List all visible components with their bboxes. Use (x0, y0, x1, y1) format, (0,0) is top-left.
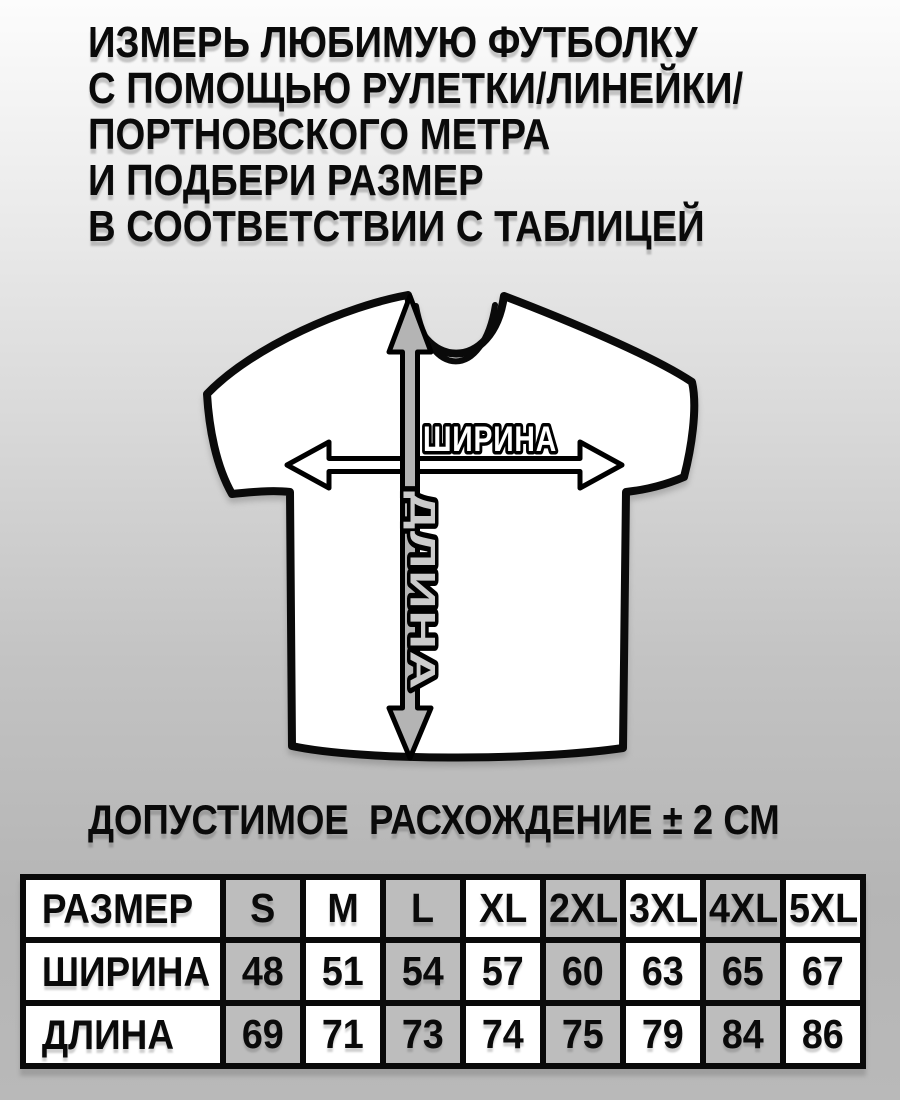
header-line: ИЗМЕРЬ ЛЮБИМУЮ ФУТБОЛКУ (88, 18, 698, 67)
size-value-cell: 73 (383, 1003, 463, 1066)
row-label: ДЛИНА (23, 1003, 223, 1066)
size-column-header: 5XL (783, 877, 863, 940)
size-column-header: 2XL (543, 877, 623, 940)
tshirt-svg (195, 280, 715, 785)
size-value-cell: 60 (543, 940, 623, 1003)
size-value-cell: 51 (303, 940, 383, 1003)
header-line: С ПОМОЩЬЮ РУЛЕТКИ/ЛИНЕЙКИ/ (88, 64, 744, 113)
size-value-cell: 69 (223, 1003, 303, 1066)
size-column-header: РАЗМЕР (23, 877, 223, 940)
table-header-row (23, 877, 863, 940)
tolerance-note: ДОПУСТИМОЕ РАСХОЖДЕНИЕ ± 2 СМ (88, 796, 780, 843)
size-value-cell: 54 (383, 940, 463, 1003)
header-line: ПОРТНОВСКОГО МЕТРА (88, 110, 551, 159)
size-column-header: XL (463, 877, 543, 940)
header-line: В СООТВЕТСТВИИ С ТАБЛИЦЕЙ (88, 202, 705, 251)
size-value-cell: 75 (543, 1003, 623, 1066)
size-value-cell: 63 (623, 940, 703, 1003)
header-text (88, 20, 743, 250)
size-column-header: L (383, 877, 463, 940)
size-value-cell: 86 (783, 1003, 863, 1066)
size-value-cell: 48 (223, 940, 303, 1003)
size-value-cell: 65 (703, 940, 783, 1003)
width-label: ШИРИНА (423, 420, 557, 459)
size-column-header: 3XL (623, 877, 703, 940)
size-value-cell: 57 (463, 940, 543, 1003)
tshirt-outline (207, 295, 694, 758)
size-column-header: 4XL (703, 877, 783, 940)
size-column-header: M (303, 877, 383, 940)
table-row-width (23, 940, 863, 1003)
tshirt-diagram (195, 280, 715, 785)
size-value-cell: 71 (303, 1003, 383, 1066)
size-column-header: S (223, 877, 303, 940)
size-value-cell: 74 (463, 1003, 543, 1066)
size-value-cell: 84 (703, 1003, 783, 1066)
size-value-cell: 67 (783, 940, 863, 1003)
header-line: И ПОДБЕРИ РАЗМЕР (88, 156, 484, 205)
size-table (20, 874, 866, 1069)
row-label: ШИРИНА (23, 940, 223, 1003)
size-value-cell: 79 (623, 1003, 703, 1066)
length-label: ДЛИНА (402, 491, 442, 622)
table-row-length (23, 1003, 863, 1066)
